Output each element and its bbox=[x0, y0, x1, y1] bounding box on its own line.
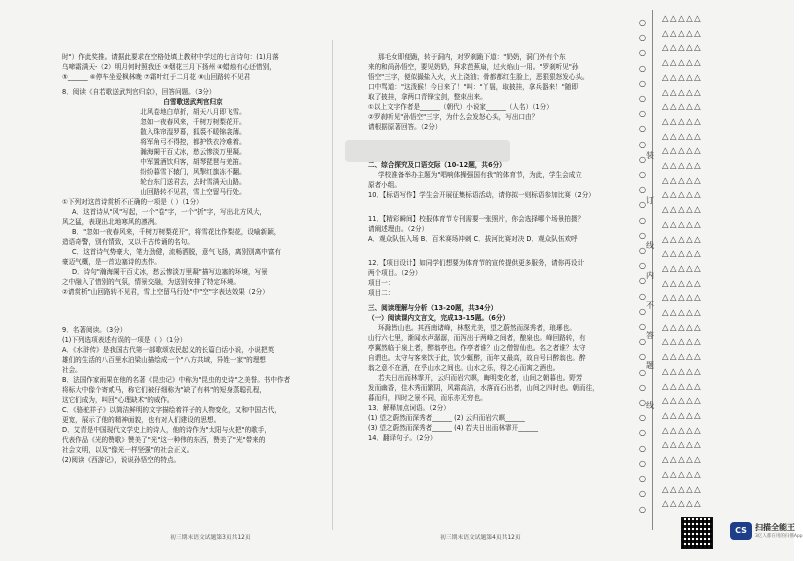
binding-word: 内 bbox=[646, 271, 654, 280]
triangle-row-icon: △△△△△ bbox=[662, 249, 703, 260]
binding-word: 不 bbox=[646, 301, 654, 310]
option-line: D．艾青是中国现代文学史上的诗人，他的诗作为"太阳与火把"的歌手， bbox=[62, 426, 271, 434]
binding-word: 订 bbox=[646, 196, 654, 205]
binding-circle-icon: ○ bbox=[639, 489, 646, 499]
triangle-row-icon: △△△△△ bbox=[662, 499, 703, 510]
option-line: 雄们的生活的八百里水泊梁山描绘成一个"八方共域，异姓一家"的理想 bbox=[62, 356, 266, 364]
triangle-row-icon: △△△△△ bbox=[662, 366, 703, 377]
question-8-1: ①下列对这首诗赏析不正确的一项是（ ）（1分） bbox=[62, 198, 203, 206]
scanner-app-name: 扫描全能王 bbox=[755, 523, 795, 532]
page-footer-left: 初三期末语文试题第3页共12页 bbox=[170, 535, 251, 541]
option-line: 风之猛，表现出北地寒风的凛冽。 bbox=[62, 218, 161, 226]
triangle-row-icon: △△△△△ bbox=[662, 263, 703, 274]
scanner-app-tagline: 3亿人都在用的扫描App bbox=[755, 534, 803, 539]
question-9-2: (2)阅读《西游记》，说说孙悟空的特点。 bbox=[62, 456, 181, 464]
binding-circle-icon: ○ bbox=[639, 352, 646, 362]
triangle-row-icon: △△△△△ bbox=[662, 381, 703, 392]
triangle-row-icon: △△△△△ bbox=[662, 410, 703, 421]
binding-circle-icon: ○ bbox=[639, 78, 646, 88]
triangle-row-icon: △△△△△ bbox=[662, 58, 703, 69]
question-13-item: (3) 望之蔚然而深秀者______ (4) 若夫日出而林霏开______ bbox=[368, 424, 539, 432]
poem-line: 中军置酒饮归客，胡琴琵琶与羌笛。 bbox=[140, 158, 246, 166]
option-line: 豪迈气概，是一首边塞诗的杰作。 bbox=[62, 258, 161, 266]
passage-line: 发而幽香，佳木秀而繁阴，风霜高洁，水落而石出者，山间之四时也。朝而往， bbox=[368, 384, 599, 392]
option-line: 更宽，展示了他的精神面貌，也有对人们建设的思想。 bbox=[62, 416, 221, 424]
poem-line: 瀚海阑干百丈冰，愁云惨淡万里凝。 bbox=[140, 148, 246, 156]
triangle-row-icon: △△△△△ bbox=[662, 396, 703, 407]
option-line: B．"忽如一夜春风来，千树万树梨花开"，将雪花比作梨花，设喻新颖， bbox=[72, 228, 281, 236]
question-14: 14．翻译句子。（2分） bbox=[368, 434, 437, 442]
triangle-row-icon: △△△△△ bbox=[662, 234, 703, 245]
binding-circle-icon: ○ bbox=[639, 458, 646, 468]
binding-circle-icon: ○ bbox=[639, 200, 646, 210]
camscanner-logo-icon: CS bbox=[730, 522, 752, 540]
triangle-row-icon: △△△△△ bbox=[662, 293, 703, 304]
triangle-row-icon: △△△△△ bbox=[662, 190, 703, 201]
project-2: 项目二： bbox=[368, 289, 395, 297]
binding-circle-icon: ○ bbox=[639, 124, 646, 134]
text-line: ②罗刹听见"孙悟空"三字，为什么会发怒心头，写出口由？ bbox=[368, 113, 539, 121]
triangle-row-icon: △△△△△ bbox=[662, 102, 703, 113]
binding-word: 线 bbox=[646, 401, 654, 410]
binding-circle-icon: ○ bbox=[639, 306, 646, 316]
triangle-row-icon: △△△△△ bbox=[662, 484, 703, 495]
binding-circle-icon: ○ bbox=[639, 154, 646, 164]
option-line: A．这首诗从"风"写起，一个"卷"字，一个"折"字，写出北方风大， bbox=[72, 208, 267, 216]
binding-circle-icon: ○ bbox=[639, 382, 646, 392]
binding-circle-icon: ○ bbox=[639, 367, 646, 377]
text-line: ⑤______ ⑥停车坐爱枫林晚 ⑦霜叶红于二月花 ⑧山回路转不见君 bbox=[62, 73, 251, 81]
question-9-title: 9．名著阅读。（3分） bbox=[62, 326, 127, 334]
text-line: 学校准备举办主题为"唱响体操强国有我"的体育节，为此，学生会成立 bbox=[378, 171, 582, 179]
triangle-pattern bbox=[662, 12, 722, 524]
triangle-row-icon: △△△△△ bbox=[662, 131, 703, 142]
triangle-row-icon: △△△△△ bbox=[662, 278, 703, 289]
option-line: 之中融入了惜别的气氛，情景交融，为送别安排了特定环境。 bbox=[62, 278, 241, 286]
option-line: 将标大中像个寄贰马，称它们被仔细称为"缺了有料"的短身蒸聪孔程， bbox=[62, 386, 266, 394]
triangle-row-icon: △△△△△ bbox=[662, 87, 703, 98]
option-line: 社会文明，以及"像光一样坚强"的社会正义。 bbox=[62, 446, 194, 454]
text-line: 时"）作此奖推。请据此要求在空格处填上教材中学过的七言诗句：(1)月落 bbox=[62, 53, 279, 61]
triangle-row-icon: △△△△△ bbox=[662, 455, 703, 466]
binding-circle-icon: ○ bbox=[639, 139, 646, 149]
binding-word: 线 bbox=[646, 241, 654, 250]
project-1: 项目一： bbox=[368, 279, 395, 287]
triangle-row-icon: △△△△△ bbox=[662, 219, 703, 230]
triangle-row-icon: △△△△△ bbox=[662, 175, 703, 186]
triangle-row-icon: △△△△△ bbox=[662, 146, 703, 157]
binding-circle-icon: ○ bbox=[639, 337, 646, 347]
text-line: 乌啼霜满天-（2）明月何时照我还 ③烟花三月下扬州 ④蜡烛有心还惜别， bbox=[62, 63, 276, 71]
passage-line: 暮而归，四时之景不同，而乐亦无穷也。 bbox=[368, 394, 487, 402]
text-line: 请根据原著回答。（2分） bbox=[368, 123, 442, 131]
triangle-row-icon: △△△△△ bbox=[662, 161, 703, 172]
qr-code-icon bbox=[681, 517, 713, 549]
binding-circle-icon: ○ bbox=[639, 109, 646, 119]
triangle-row-icon: △△△△△ bbox=[662, 337, 703, 348]
binding-word: 装 bbox=[646, 151, 654, 160]
passage-line: 亭翼然临于泉上者，醉翁亭也。作亭者谁？山之僧智仙也。名之者谁？太守 bbox=[368, 344, 586, 352]
triangle-row-icon: △△△△△ bbox=[662, 72, 703, 83]
triangle-row-icon: △△△△△ bbox=[662, 469, 703, 480]
binding-circle-icon: ○ bbox=[639, 413, 646, 423]
text-line: ①以上文字作者是______（朝代）小说家______（人名）（1分） bbox=[368, 103, 553, 111]
section-2-title: 二、综合探究及口语交际（10-12题，共6分） bbox=[368, 161, 506, 169]
poem-line: 散入珠帘湿罗幕，狐裘不暖锦衾薄。 bbox=[140, 128, 246, 136]
option-line: 社会。 bbox=[62, 366, 82, 374]
binding-circle-icon: ○ bbox=[639, 48, 646, 58]
binding-circle-icon: ○ bbox=[639, 261, 646, 271]
triangle-row-icon: △△△△△ bbox=[662, 425, 703, 436]
question-8-title: 8．阅读《自若歌送武判官归京》，回答问题。（3分） bbox=[62, 88, 216, 96]
option-line: A．观众队伍入场 B．百米赛场冲刺 C．拔河比赛对决 D．观众队伍欢呼 bbox=[368, 235, 578, 243]
text-line: 悟空"三字，便似撮盐入火，火上浇油；骨都都红生脸上，恶狠狠怒发心头。 bbox=[368, 73, 589, 81]
question-12: 12．【项目设计】如同学们想要为体育节的宣传提供更多服务，请你再设计 bbox=[368, 259, 585, 267]
triangle-row-icon: △△△△△ bbox=[662, 28, 703, 39]
question-8-2: ②请赏析"山回路转不见君，雪上空留马行处"中"空"字表达效果（2分） bbox=[62, 288, 269, 296]
page-divider bbox=[332, 40, 333, 530]
binding-circle-icon: ○ bbox=[639, 246, 646, 256]
left-column bbox=[62, 52, 324, 465]
passage-line: 若夫日出而林霏开，云归而岩穴暝，晦明变化者，山间之朝暮也。野芳 bbox=[378, 374, 583, 382]
binding-circle-icon: ○ bbox=[639, 276, 646, 286]
option-line: D．诗句"瀚海阑干百丈冰，愁云惨淡万里凝"描写边塞的环境，写景 bbox=[72, 268, 268, 276]
triangle-row-icon: △△△△△ bbox=[662, 14, 703, 24]
text-line: 请阐述理由。（2分） bbox=[368, 225, 429, 233]
triangle-row-icon: △△△△△ bbox=[662, 205, 703, 216]
triangle-row-icon: △△△△△ bbox=[662, 352, 703, 363]
triangle-row-icon: △△△△△ bbox=[662, 440, 703, 451]
binding-circle-icon: ○ bbox=[639, 443, 646, 453]
passage-line: 自谓也。太守与客来饮于此，饮少辄醉，而年又最高，故自号曰醉翁也。醉 bbox=[368, 354, 586, 362]
triangle-row-icon: △△△△△ bbox=[662, 322, 703, 333]
binding-holes bbox=[639, 15, 649, 520]
binding-circle-icon: ○ bbox=[639, 18, 646, 27]
question-13-item: (1) 望之蔚然而深秀者______ (2) 云归而岩穴暝______ bbox=[368, 414, 525, 422]
binding-circle-icon: ○ bbox=[639, 230, 646, 240]
option-line: C．《骆驼祥子》以简洁鲜明的文字描绘着祥子的人物变化，又和中国古代， bbox=[62, 406, 281, 414]
poem-line: 轮台东门送君去，去时雪满天山路。 bbox=[140, 178, 246, 186]
binding-circle-icon: ○ bbox=[639, 170, 646, 180]
binding-circle-icon: ○ bbox=[639, 291, 646, 301]
poem-title: 白雪歌送武判官归京 bbox=[163, 98, 223, 106]
text-line: 原者小组。 bbox=[368, 181, 401, 189]
question-9-1: (1)下列选项表述有误的一项是（ ）（1分） bbox=[62, 336, 187, 344]
binding-circle-icon: ○ bbox=[639, 215, 646, 225]
triangle-row-icon: △△△△△ bbox=[662, 308, 703, 319]
option-line: B．法国作家雨果在他的名著《昆虫记》中称为"昆虫的史诗"之美誉。书中作者 bbox=[62, 376, 291, 384]
question-11: 11．【精彩瞬间】校报体育节专刊需要一张照片，你会选择哪个场景拍摄？ bbox=[368, 215, 585, 223]
binding-circle-icon: ○ bbox=[639, 504, 646, 514]
page-footer-right: 初三期末语文试题第4页共12页 bbox=[440, 535, 521, 541]
question-10: 10．【标语写作】学生会开展征集标语活动，请你拟一则标语参加比赛（2分） bbox=[368, 191, 595, 199]
passage-line: 翁之意不在酒，在乎山水之间也。山水之乐，得之心而寓之酒也。 bbox=[368, 364, 560, 372]
text-line: 取了披挂，拿两口青锋宝剑，整束出来。 bbox=[368, 93, 487, 101]
option-line: 造语奇警，别有情致，又以千古传诵的名句。 bbox=[62, 238, 194, 246]
right-column bbox=[368, 52, 623, 443]
passage-line: 环滁皆山也。其西南诸峰，林壑尤美，望之蔚然而深秀者，琅琊也。 bbox=[378, 324, 576, 332]
section-3-sub: （一）阅读课内文言文，完成13-15题。（6分） bbox=[368, 314, 510, 322]
binding-circle-icon: ○ bbox=[639, 94, 646, 104]
poem-line: 纷纷暮雪下辕门，风掣红旗冻不翻。 bbox=[140, 168, 246, 176]
binding-word: 题 bbox=[646, 361, 654, 370]
question-13: 13．解释加点词语。（2分） bbox=[368, 404, 450, 412]
passage-line: 山行六七里，渐闻水声潺潺，而泻出于两峰之间者，酿泉也。峰回路转，有 bbox=[368, 334, 586, 342]
triangle-row-icon: △△△△△ bbox=[662, 43, 703, 54]
binding-circle-icon: ○ bbox=[639, 398, 646, 408]
option-line: 代表作品《光的赞歌》赞美了"光"这一种伟的东西，赞美了"光"带来的 bbox=[62, 436, 266, 444]
poem-line: 忽如一夜春风来，千树万树梨花开。 bbox=[140, 118, 246, 126]
binding-word: 答 bbox=[646, 331, 654, 340]
binding-circle-icon: ○ bbox=[639, 33, 646, 43]
text-line: 口中骂道："这泼猴！今日来了！"叫："丫鬟，取披挂，拿兵器来！"随即 bbox=[368, 83, 578, 91]
option-line: A．《水浒传》是我国古代第一部歌颂农民起义的长篇白话小说，小说把英 bbox=[62, 346, 275, 354]
poem-line: 将军角弓不得控，都护铁衣冷难着。 bbox=[140, 138, 246, 146]
option-line: C．这首诗气势豪大，笔力劲健，流畅洒脱，意气飞扬，离别别离中富有 bbox=[72, 248, 282, 256]
binding-circle-icon: ○ bbox=[639, 428, 646, 438]
triangle-row-icon: △△△△△ bbox=[662, 116, 703, 127]
binding-circle-icon: ○ bbox=[639, 185, 646, 195]
option-line: 这它们成为，叫回"心理缺术"的威作。 bbox=[62, 396, 174, 404]
poem-line: 北风卷地白草折，胡天八月即飞雪。 bbox=[140, 108, 246, 116]
binding-circle-icon: ○ bbox=[639, 322, 646, 332]
poem-line: 山回路转不见君，雪上空留马行处。 bbox=[140, 188, 246, 196]
text-line: 两个项目。（2分） bbox=[368, 269, 422, 277]
text-line: 那毛女即便跪，转于洞内，对罗刹跪下道："奶奶，洞门外有个东 bbox=[378, 53, 566, 61]
text-line: 来的和尚孙悟空，要见奶奶，拜求芭蕉扇，过火焰山一用。"罗刹听见"孙 bbox=[368, 63, 579, 71]
section-3-title: 三、阅读理解与分析（13-20题，共34分） bbox=[368, 304, 498, 312]
binding-circle-icon: ○ bbox=[639, 474, 646, 484]
binding-circle-icon: ○ bbox=[639, 63, 646, 73]
